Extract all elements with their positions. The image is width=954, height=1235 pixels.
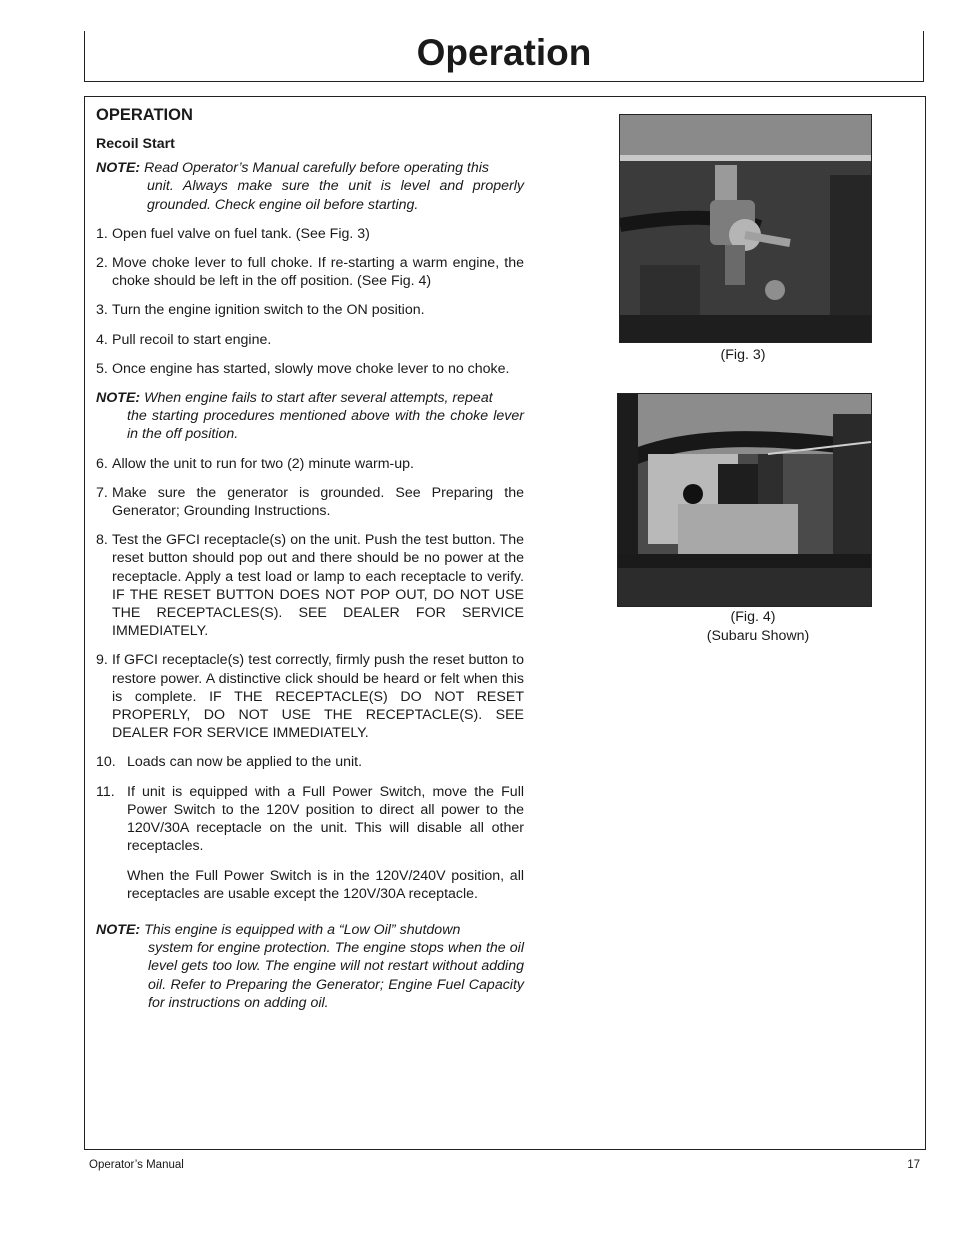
step-item xyxy=(96,455,524,473)
step-item xyxy=(96,484,524,520)
step-item xyxy=(96,301,524,319)
fig4-subcaption: (Subaru Shown) xyxy=(706,628,810,644)
step-item xyxy=(96,651,524,742)
note-fails-to-start xyxy=(96,389,524,444)
note-read-manual xyxy=(96,159,524,214)
step-number: 11. xyxy=(96,783,115,800)
note-label: NOTE: xyxy=(96,160,141,177)
note-label: NOTE: xyxy=(96,921,141,938)
page-title: Operation xyxy=(416,32,592,73)
step-text: Pull recoil to start engine. xyxy=(112,331,272,348)
footer-manual-title: Operator’s Manual xyxy=(89,1159,184,1171)
fig4-caption: (Fig. 4) xyxy=(730,609,776,625)
section-heading: OPERATION xyxy=(96,106,193,124)
step-item xyxy=(96,753,524,771)
step-text: Allow the unit to run for two (2) minute warm-up. xyxy=(112,455,414,472)
sub-heading: Recoil Start xyxy=(96,136,175,152)
fig3-caption: (Fig. 3) xyxy=(720,347,766,363)
step-item xyxy=(96,531,524,640)
fuel-valve-photo-art xyxy=(620,115,871,342)
step-number: 2. xyxy=(96,255,108,272)
step-text: Once engine has started, slowly move choke lever to no choke. xyxy=(112,360,510,377)
step-text: Turn the engine ignition switch to the ON position. xyxy=(112,302,425,319)
step-text: Test the GFCI receptacle(s) on the unit. Push the test button. The reset button should pop out and there should be no power at the receptacle. Apply a test load or lamp to each receptacle to verify. IF THE RESET BUTTON DOES NOT POP OUT, DO NOT USE THE RECEPTACLES(S). SEE DEALER FOR SERVICE IMMEDIATELY. xyxy=(112,532,524,640)
instructions-column xyxy=(96,105,524,1023)
step-extra-text: When the Full Power Switch is in the 120V/240V position, all receptacles are usable except the 120V/30A receptacle. xyxy=(127,867,524,902)
step-number: 5. xyxy=(96,360,108,377)
step-text: Loads can now be applied to the unit. xyxy=(127,754,363,771)
step-text: If unit is equipped with a Full Power Switch, move the Full Power Switch to the 120V position to direct all power to the 120V/30A receptacle on the unit. This will disable all other receptacles. xyxy=(127,783,524,855)
step-item xyxy=(96,225,524,243)
step-number: 4. xyxy=(96,331,108,348)
step-number: 8. xyxy=(96,532,108,549)
fuel-valve-photo xyxy=(619,114,872,343)
step-number: 1. xyxy=(96,225,108,242)
steps-list-a xyxy=(96,225,524,378)
step-item xyxy=(96,331,524,349)
choke-lever-photo xyxy=(617,393,872,607)
step-item xyxy=(96,783,524,903)
step-number: 10. xyxy=(96,754,116,771)
footer-page-number: 17 xyxy=(907,1159,920,1171)
step-text: Make sure the generator is grounded. See Preparing the Generator; Grounding Instructions. xyxy=(112,484,524,520)
note-text-first: Read Operator’s Manual carefully before operating this xyxy=(144,160,489,177)
note-text-first: When engine fails to start after several attempts, repeat xyxy=(144,390,493,407)
note-text-rest: the starting procedures mentioned above with the choke lever in the off position. xyxy=(127,408,524,443)
note-text-first: This engine is equipped with a “Low Oil” shutdown xyxy=(144,921,461,938)
note-text-rest: unit. Always make sure the unit is level and properly grounded. Check engine oil before starting. xyxy=(147,178,524,213)
step-item xyxy=(96,360,524,378)
choke-lever-photo-art xyxy=(618,394,871,606)
steps-list-b xyxy=(96,455,524,903)
step-number: 9. xyxy=(96,652,108,669)
step-number: 6. xyxy=(96,455,108,472)
step-text: Move choke lever to full choke. If re-starting a warm engine, the choke should be left in the off position. (See Fig. 4) xyxy=(112,255,524,290)
step-number: 3. xyxy=(96,302,108,319)
page-header xyxy=(84,31,924,82)
step-text: Open fuel valve on fuel tank. (See Fig. 3) xyxy=(112,225,370,242)
step-number: 7. xyxy=(96,484,108,501)
note-text-rest: system for engine protection. The engine stops when the oil level gets too low. The engine will not restart without adding oil. Refer to Preparing the Generator; Engine Fuel Capacity for instructions on adding oil. xyxy=(148,940,524,1011)
step-item xyxy=(96,254,524,290)
note-low-oil xyxy=(96,921,524,1012)
content-frame xyxy=(84,96,926,1150)
note-label: NOTE: xyxy=(96,390,141,407)
step-text: If GFCI receptacle(s) test correctly, firmly push the reset button to restore power. A distinctive click should be heard or felt when this is complete. IF THE RECEPTACLE(S) DO NOT RESET PROPERLY, DO NOT USE THE RECEPTACLE(S). SEE DEALER FOR SERVICE IMMEDIATELY. xyxy=(112,652,524,742)
